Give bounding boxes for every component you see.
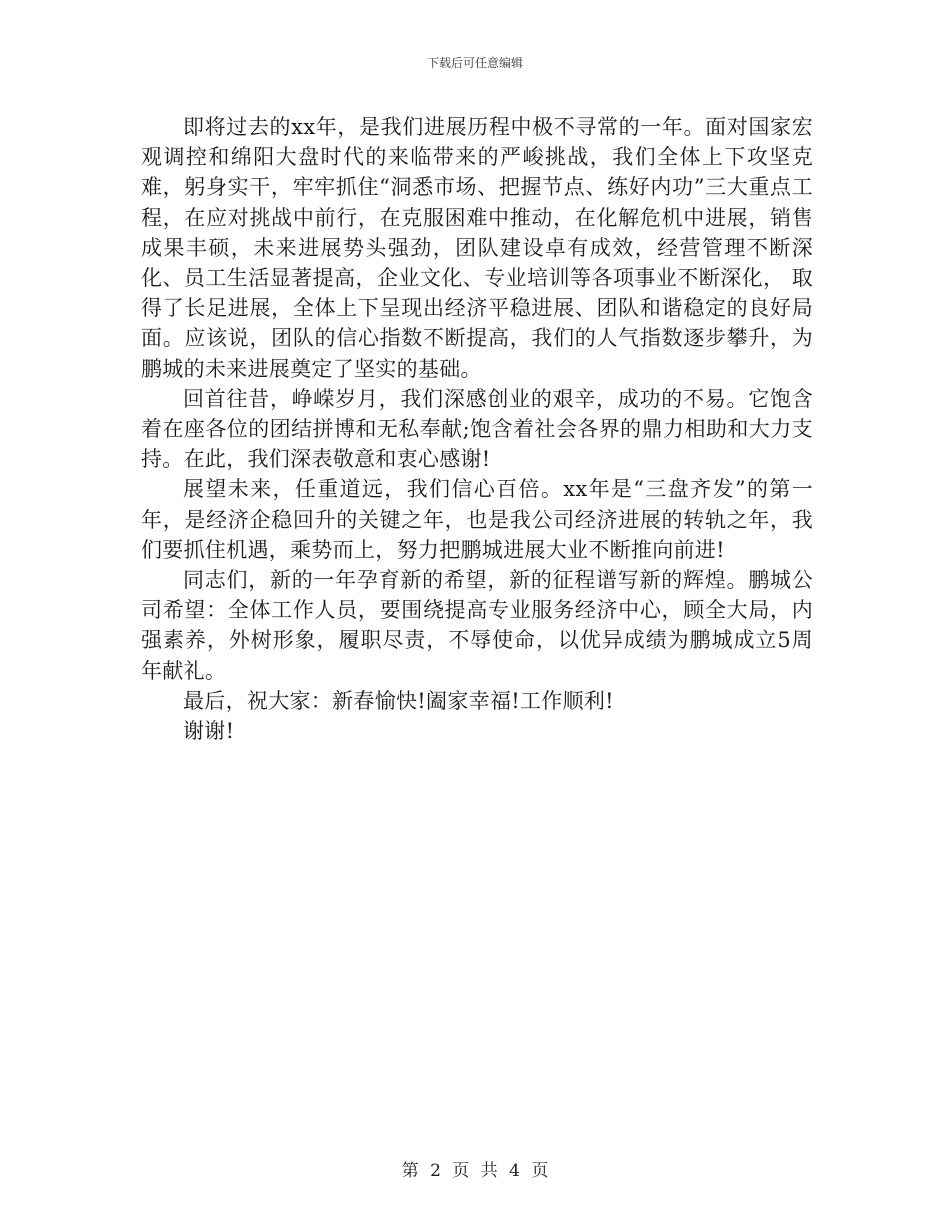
paragraph-retrospect: 回首往昔，峥嵘岁月，我们深感创业的艰辛，成功的不易。它饱含着在座各位的团结拼博和无私奉献;饱含着社会各界的鼎力相助和大力支持。在此，我们深表敬意和衷心感谢! [141, 386, 813, 472]
paragraph-review: 即将过去的xx年，是我们进展历程中极不寻常的一年。面对国家宏观调控和绵阳大盘时代的来临带来的严峻挑战，我们全体上下攻坚克难，躬身实干，牢牢抓住“洞悉市场、把握节点、练好内功”三大重点工程，在应对挑战中前行，在克服困难中推动，在化解危机中进展，销售成果丰硕，未来进展势头强劲，团队建设卓有成效，经营管理不断深化、员工生活显著提高，企业文化、专业培训等各项事业不断深化， 取得了长足进展，全体上下呈现出经济平稳进展、团队和谐稳定的良好局面。应该说，团队的信心指数不断提高，我们的人气指数逐步攀升，为鹏城的未来进展奠定了坚实的基础。 [141, 115, 813, 381]
paragraph-outlook: 展望未来，任重道远，我们信心百倍。xx年是“三盘齐发”的第一年，是经济企稳回升的关键之年，也是我公司经济进展的转轨之年，我们要抓住机遇，乘势而上，努力把鹏城进展大业不断推向前进! [141, 477, 813, 562]
document-body [141, 112, 813, 746]
paragraph-thanks: 谢谢! [183, 719, 235, 744]
paragraph-wishes: 最后，祝大家：新春愉快!阖家幸福!工作顺利! [183, 688, 614, 713]
paragraph-hope: 同志们，新的一年孕育新的希望，新的征程谱写新的辉煌。鹏城公司希望：全体工作人员，要围绕提高专业服务经济中心，顾全大局，内强素养，外树形象，履职尽责，不辱使命，以优异成绩为鹏城成立5周年献礼。 [141, 568, 813, 683]
page-header: 下载后可任意编辑 [426, 56, 523, 70]
page-number: 第 2 页 共 4 页 [401, 1161, 549, 1181]
